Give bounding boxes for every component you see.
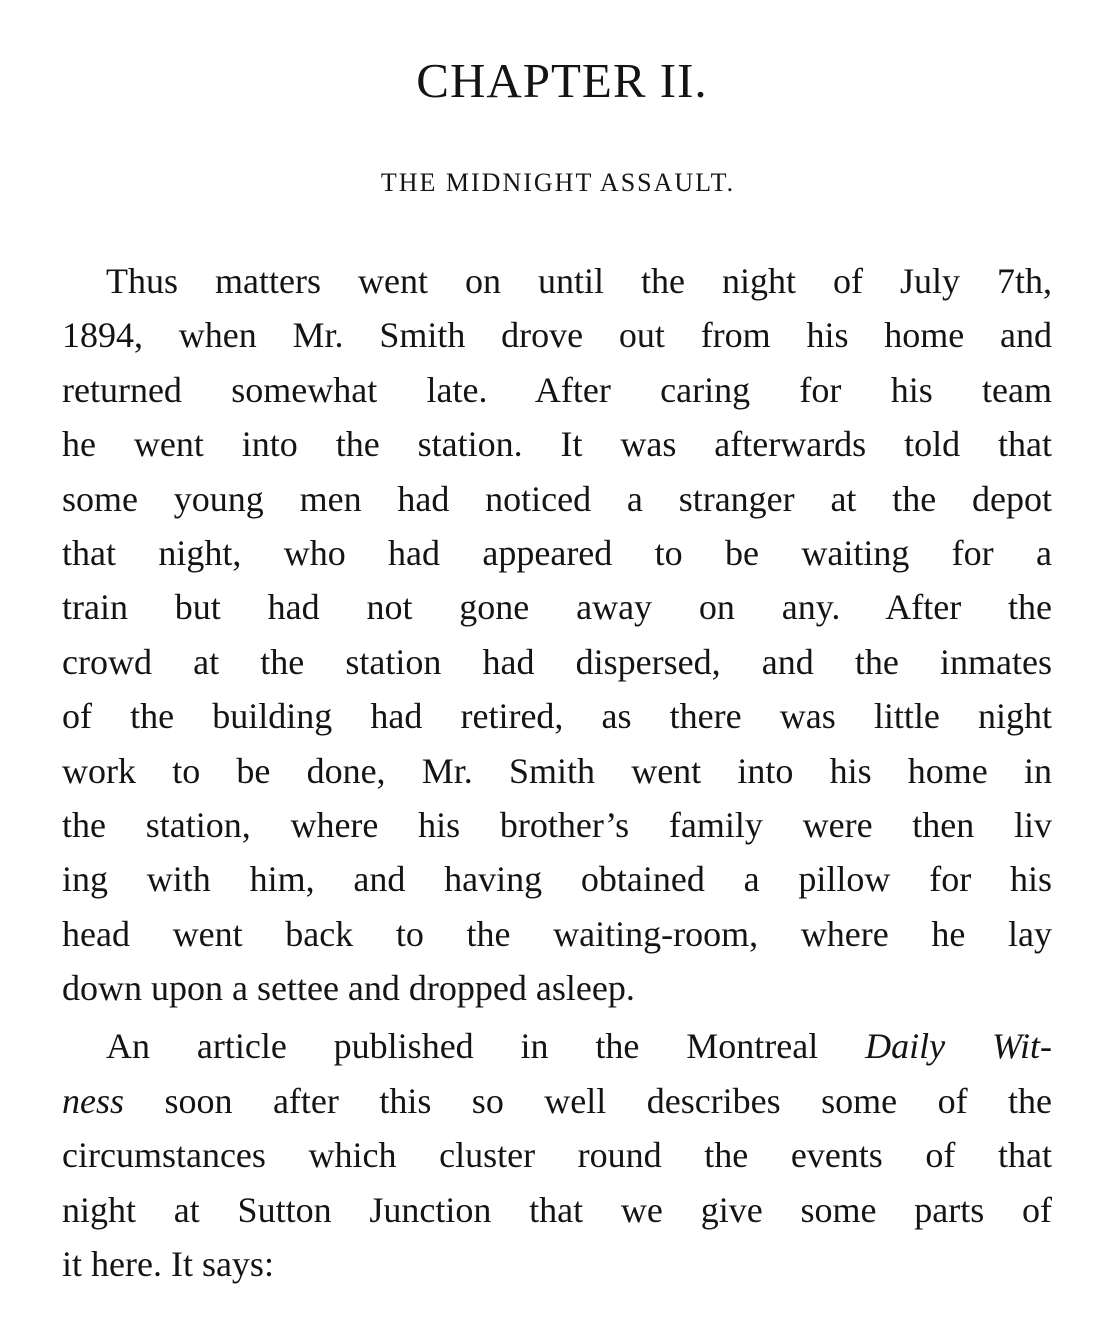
text-line: it here. It says: xyxy=(62,1244,274,1285)
chapter-title: CHAPTER II. xyxy=(416,53,708,108)
text-line: circumstances which cluster round the events of that xyxy=(62,1135,1052,1176)
text-line: Thus matters went on until the night of July 7th, xyxy=(106,261,1052,301)
text-line: down upon a settee and dropped asleep. xyxy=(62,968,635,1009)
text-line: head went back to the waiting-room, where he lay xyxy=(62,913,1052,954)
text-line: train but had not gone away on any. After the xyxy=(62,587,1052,628)
text-line: ing with him, and having obtained a pillow for his xyxy=(62,859,1052,900)
text-line xyxy=(62,1074,1052,1128)
paragraph-2 xyxy=(62,1019,1052,1291)
body-text xyxy=(62,254,1052,1291)
text-line: night at Sutton Junction that we give some parts of xyxy=(62,1189,1052,1230)
text-line: 1894, when Mr. Smith drove out from his home and xyxy=(62,315,1052,356)
newspaper-title-part-2: ness xyxy=(62,1080,124,1121)
text-line: he went into the station. It was afterwards told that xyxy=(62,424,1052,465)
text-line: work to be done, Mr. Smith went into his home in xyxy=(62,750,1052,791)
chapter-subtitle: THE MIDNIGHT ASSAULT. xyxy=(380,168,736,197)
text-run: An article published in the Montreal xyxy=(106,1026,819,1067)
text-line: the station, where his brother’s family were then liv xyxy=(62,804,1052,845)
text-line: crowd at the station had dispersed, and the inmates xyxy=(62,641,1052,682)
text-line: of the building had retired, as there was little night xyxy=(62,696,1052,737)
text-run: soon after this so well describes some of the xyxy=(164,1080,1053,1121)
text-line: returned somewhat late. After caring for his team xyxy=(62,369,1052,410)
newspaper-title-part-1: Daily Wit- xyxy=(865,1026,1052,1067)
paragraph-1 xyxy=(62,254,1052,1015)
text-line: that night, who had appeared to be waiting for a xyxy=(62,532,1052,573)
text-line: some young men had noticed a stranger at the depot xyxy=(62,478,1052,519)
text-line xyxy=(62,1019,1052,1073)
